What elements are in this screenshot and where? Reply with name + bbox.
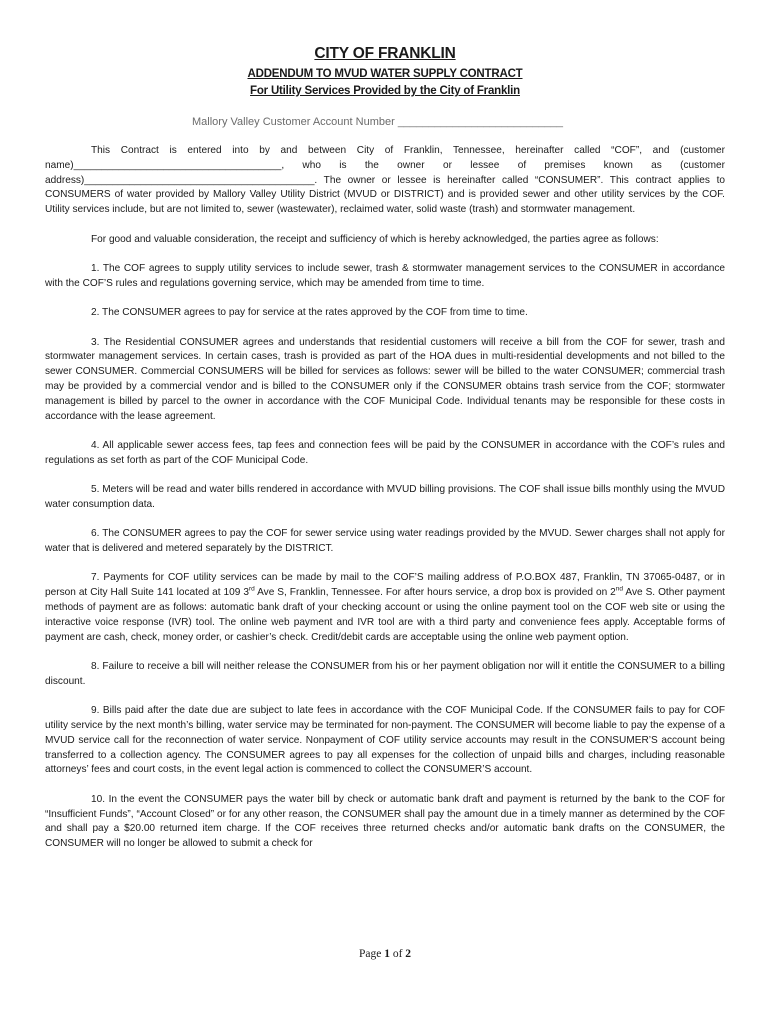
document-title: CITY OF FRANKLIN <box>314 45 456 62</box>
clause-6: 6. The CONSUMER agrees to pay the COF for sewer service using water readings provided by the MVUD. Sewer charges shall not apply for water that is delivered and metered separately by the DISTRICT. <box>45 528 725 555</box>
account-number-line: Mallory Valley Customer Account Number ___________________________ <box>192 116 563 128</box>
page-word: Page <box>358 948 382 960</box>
clause-8: 8. Failure to receive a bill will neither release the CONSUMER from his or her payment obligation nor will it entitle the CONSUMER to a billing discount. <box>45 661 725 687</box>
of-word: of <box>392 948 403 960</box>
clause-7-part-a: 7. Payments for COF utility services can be made by mail to the COF’S mailing address of P.O.BOX 487, Franklin, TN 37065-0487, or in person at City Hall Suite 141 located at 109 3 <box>45 572 725 599</box>
clause-2: 2. The CONSUMER agrees to pay for service at the rates approved by the COF from time to time. <box>91 307 528 319</box>
clause-1: 1. The COF agrees to supply utility services to include sewer, trash & stormwater management services to the CONSUMER in accordance with the COF’S rules and regulations governing service, which may be amended from time to time. <box>45 262 725 289</box>
page-total: 2 <box>405 948 412 960</box>
clause-9: 9. Bills paid after the date due are subject to late fees in accordance with the COF Municipal Code. If the CONSUMER fails to pay for COF utility service by the next month’s billing, water service may be terminated for non-payment. The CONSUMER will become liable to pay the expense of a MVUD service call for the reconnection of water service. Nonpayment of COF utility service accounts may result in the CONSUMER’S account being transferred to a collection agency. The CONSUMER agrees to pay all expenses for the collection of unpaid bills and charges, including reasonable attorneys’ fees and court costs, in the event legal action is commenced to collect the CONSUMER’S account. <box>45 705 725 776</box>
page-footer <box>0 948 770 960</box>
clause-5: 5. Meters will be read and water bills rendered in accordance with MVUD billing provisions. The COF shall issue bills monthly using the MVUD water consumption data. <box>45 484 725 510</box>
document-header <box>0 45 770 99</box>
clause-7-part-c: Ave S. Other payment methods of payment are as follows: automatic bank draft of your checking account or using the online payment tool on the COF web site or using the interactive voice response (IVR) tool. The online web payment and IVR tool are with a third party and convenience fees apply. Acceptable forms of payment are cash, check, money order, or cashier’s check. Credit/debit cards are acceptable using the online web payment option. <box>45 587 725 643</box>
clause-3: 3. The Residential CONSUMER agrees and understands that residential customers will receive a bill from the COF for sewer, trash and stormwater management services. In certain cases, trash is provided as part of the HOA dues in multi-residential developments and not billed to the sewer CONSUMER. Commercial CONSUMERS will be billed for services as follows: sewer will be billed to the water CONSUMER; commercial trash may be provided by a commercial vendor and is billed to the CONSUMER only if the CONSUMER obtains trash service from the COF; stormwater management is billed by parcel to the owner in accordance with the COF Municipal Code. Individual tenants may be responsible for these costs in accordance with the lease agreement. <box>45 336 725 422</box>
intro-paragraph: This Contract is entered into by and between City of Franklin, Tennessee, hereinafter called “COF”, and (customer name)_____________________________________, who is the owner or lessee of premises known as (customer address)_________________________________________. The owner or lessee is hereinafter called “CONSUMER”. This contract applies to CONSUMERS of water provided by Mallory Valley Utility District (MVUD or DISTRICT) and is provided sewer and other utility services by the COF. Utility services include, but are not limited to, sewer (wastewater), reclaimed water, solid waste (trash) and stormwater management. <box>45 145 725 216</box>
clause-4: 4. All applicable sewer access fees, tap fees and connection fees will be paid by the CONSUMER in accordance with the COF’s rules and regulations as set forth as part of the COF Municipal Code. <box>45 439 725 466</box>
consideration-paragraph: For good and valuable consideration, the receipt and sufficiency of which is hereby acknowledged, the parties agree as follows: <box>91 233 659 245</box>
page-number: 1 <box>384 948 390 960</box>
document-subtitle: ADDENDUM TO MVUD WATER SUPPLY CONTRACT <box>247 68 523 80</box>
document-subtitle-2: For Utility Services Provided by the City of Franklin <box>250 85 520 97</box>
ordinal-superscript: rd <box>248 585 255 593</box>
clause-7-part-b: Ave S, Franklin, Tennessee. For after hours service, a drop box is provided on 2 <box>254 587 616 599</box>
ordinal-superscript-2: nd <box>615 585 623 593</box>
clause-7 <box>45 571 725 645</box>
contract-body <box>45 144 725 852</box>
clause-10: 10. In the event the CONSUMER pays the water bill by check or automatic bank draft and payment is returned by the bank to the COF for “Insufficient Funds”, “Account Closed” or for any other reason, the CONSUMER shall pay the amount due in a timely manner as determined by the COF and shall pay a $20.00 returned item charge. If the COF receives three returned checks and/or automatic bank drafts on the CONSUMER, the CONSUMER will no longer be allowed to submit a check for <box>45 793 725 850</box>
